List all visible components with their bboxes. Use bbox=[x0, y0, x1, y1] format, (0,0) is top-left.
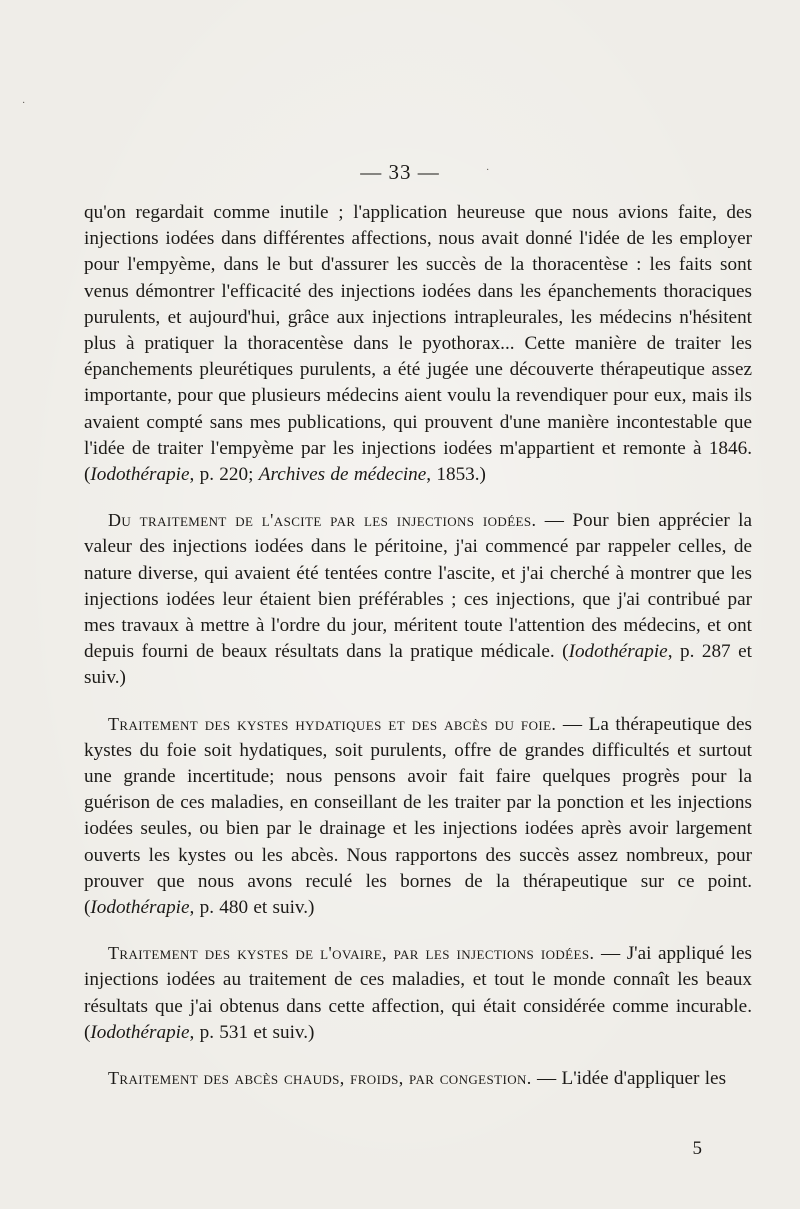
paragraph-kystes-ovaire bbox=[84, 940, 752, 1046]
citation-title: Iodothérapie bbox=[90, 897, 190, 919]
paragraph-text: — La thérapeutique des kystes du foie soit hydatiques, soit purulents, offre de grandes difficultés et surtout une grande incertitude; nous pensons avoir fait faire quelques progrès pour la guérison de ces maladies, en conseillant de les traiter par la ponction et les injections iodées seules, ou bien par le drainage et les injections iodées après avoir largement ouverts les kystes ou les abcès. Nous rapportons des succès assez nombreux, pour prouver que nous avons reculé les bornes de la thérapeutique sur ce point. ( bbox=[84, 713, 752, 919]
paragraph-gap bbox=[84, 488, 752, 507]
paragraph-text: , p. 220; bbox=[189, 464, 259, 486]
page-number: — 33 — bbox=[360, 160, 440, 184]
paragraph-text: — Pour bien apprécier la valeur des injections iodées dans le péritoine, j'ai commencé par rappeler celles, de nature diverse, qui avaient été tentées contre l'ascite, et j'ai cherché à montrer que les injections iodées leur étaient bien préférables ; ces injections, que j'ai contribué par mes travaux à mettre à l'ordre du jour, méritent toute l'attention des médecins, et ont depuis fourni de beaux résultats dans la pratique médicale. ( bbox=[84, 510, 752, 663]
citation-title: Iodothérapie bbox=[90, 464, 190, 486]
paragraph-text: , p. 287 et suiv.) bbox=[84, 641, 752, 689]
section-heading: Traitement des kystes de l'ovaire, par les injections iodées. bbox=[108, 943, 595, 964]
paragraph-gap bbox=[84, 1046, 752, 1065]
paragraph-gap bbox=[84, 692, 752, 711]
paragraph-text: , 1853.) bbox=[426, 464, 486, 486]
citation-title: Iodothérapie bbox=[568, 641, 668, 663]
paragraph-abces bbox=[84, 1065, 752, 1092]
print-speck: · bbox=[486, 165, 490, 176]
section-heading: Traitement des abcès chauds, froids, par congestion. bbox=[108, 1068, 532, 1089]
paragraph-text: — L'idée d'appliquer les bbox=[531, 1068, 727, 1090]
print-speck: · bbox=[22, 98, 26, 109]
paragraph-empyeme bbox=[84, 200, 752, 488]
body-text bbox=[84, 200, 752, 1092]
paragraph-text: — J'ai appliqué les injections iodées au traitement de ces maladies, et tout le monde connaît les beaux résultats que j'ai obtenus dans cette affection, qui était considérée comme incurable. ( bbox=[84, 943, 752, 1043]
citation-title: Archives de médecine bbox=[258, 464, 427, 486]
paragraph-text: qu'on regardait comme inutile ; l'application heureuse que nous avions faite, des injections iodées dans différentes affections, nous avait donné l'idée de les employer pour l'empyème, dans le but d'assurer les succès de la thoracentèse : les faits sont venus démontrer l'efficacité des injections iodées dans les épanchements thoraciques purulents, et aujourd'hui, grâce aux injections intrapleurales, les médecins n'hésitent plus à pratiquer la thoracentèse dans le pyothorax... Cette manière de traiter les épanchements pleurétiques purulents, a été jugée une découverte thérapeutique assez importante, pour que plusieurs médecins aient voulu la revendiquer pour eux, mais ils avaient compté sans mes publications, qui prouvent d'une manière incontestable que l'idée de traiter l'empyème par les injections iodées m'appartient et remonte à 1846. ( bbox=[84, 202, 752, 486]
paragraph-ascite bbox=[84, 507, 752, 691]
paragraph-text: , p. 531 et suiv.) bbox=[189, 1021, 315, 1043]
signature-mark: 5 bbox=[692, 1138, 702, 1159]
section-heading: Traitement des kystes hydatiques et des abcès du foie. bbox=[108, 713, 557, 734]
paragraph-kystes-foie bbox=[84, 711, 752, 922]
paragraph-text: , p. 480 et suiv.) bbox=[189, 897, 315, 919]
section-heading: Du traitement de l'ascite par les injections iodées. bbox=[108, 510, 537, 531]
citation-title: Iodothérapie bbox=[90, 1021, 190, 1043]
paragraph-gap bbox=[84, 921, 752, 940]
